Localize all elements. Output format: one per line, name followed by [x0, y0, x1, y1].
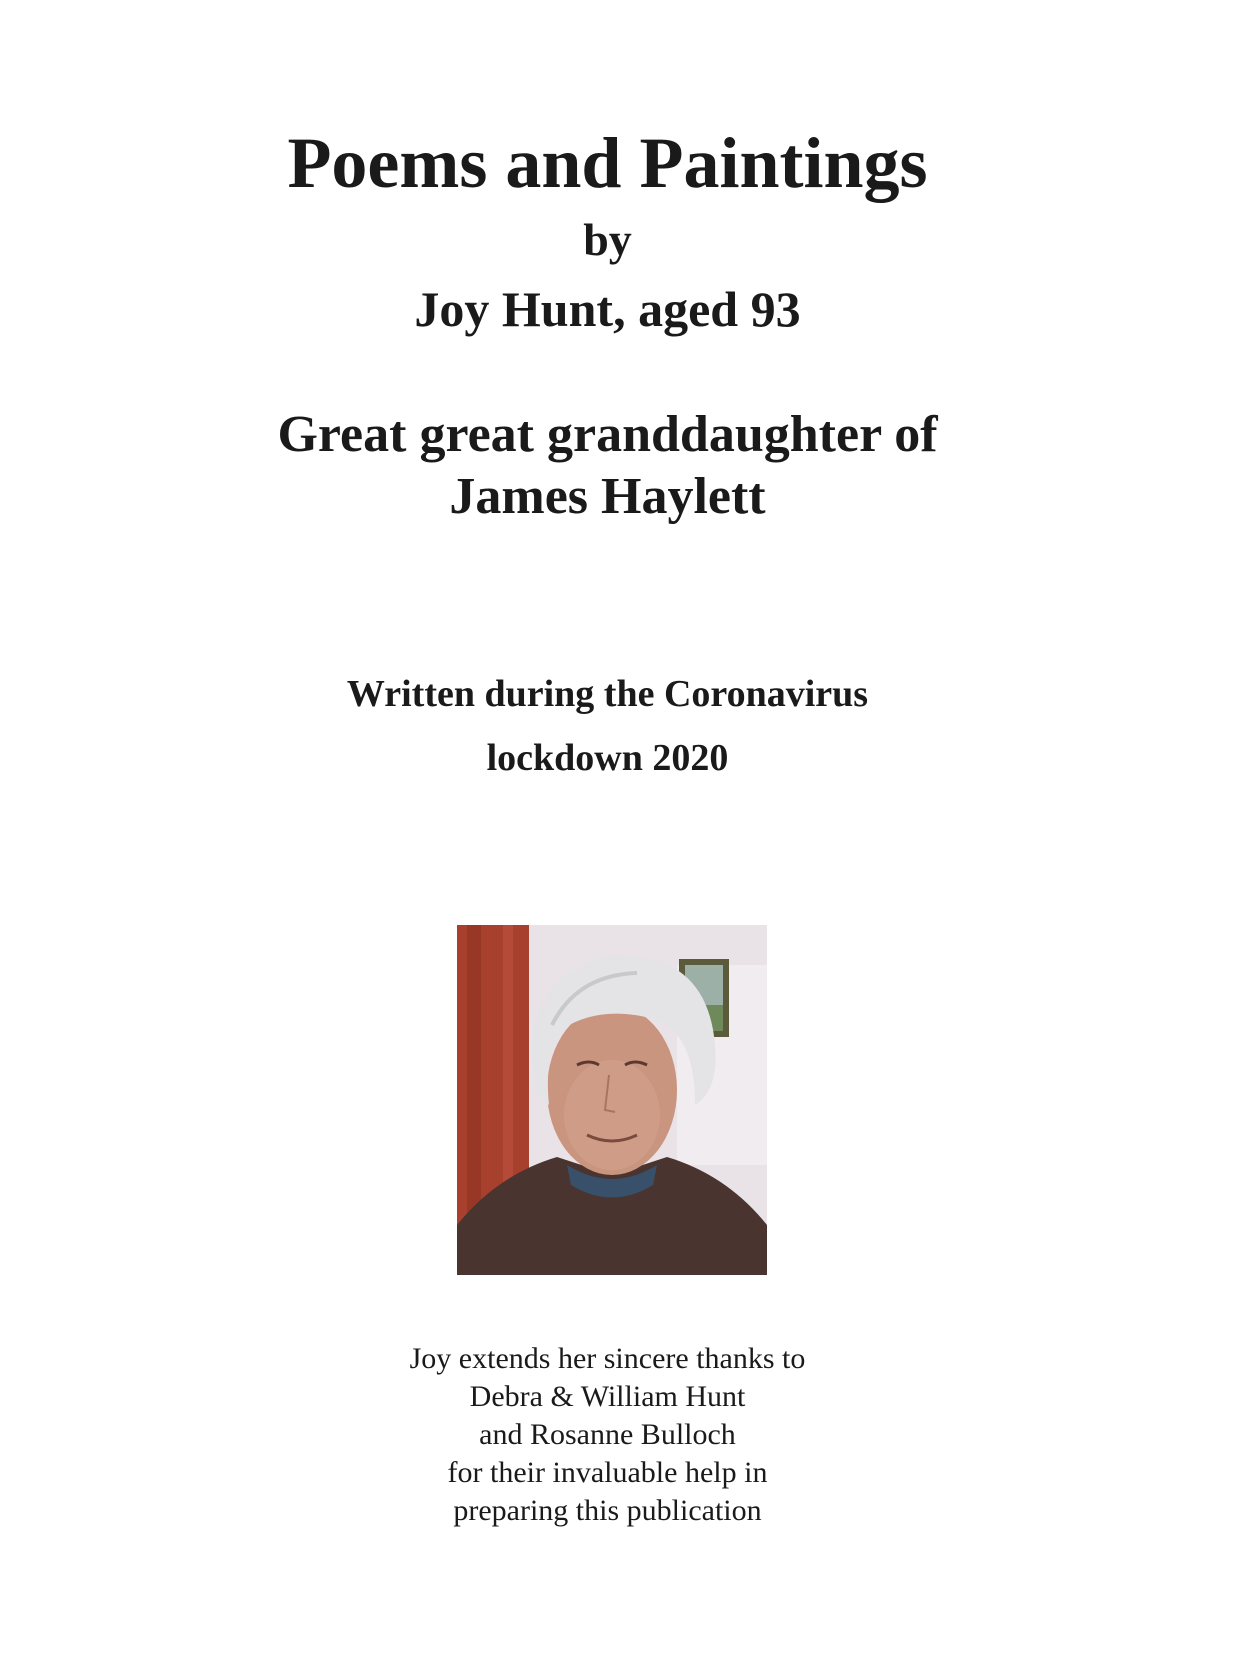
lineage-line-1: Great great granddaughter of	[277, 406, 938, 463]
acknowledgement-line-5: preparing this publication	[453, 1494, 762, 1527]
book-title: Poems and Paintings	[287, 123, 928, 203]
author-name: Joy Hunt, aged 93	[414, 281, 801, 337]
acknowledgement-line-1: Joy extends her sincere thanks to	[409, 1342, 806, 1375]
lineage-line-2: James Haylett	[449, 468, 766, 525]
written-line-2: lockdown 2020	[486, 737, 729, 779]
acknowledgement-line-3: and Rosanne Bulloch	[479, 1418, 736, 1451]
acknowledgement-line-2: Debra & William Hunt	[469, 1380, 746, 1413]
portrait-illustration	[457, 925, 767, 1275]
author-portrait-photo	[457, 925, 767, 1275]
acknowledgement-line-4: for their invaluable help in	[447, 1456, 768, 1489]
written-line-1: Written during the Coronavirus	[346, 673, 869, 715]
acknowledgement	[0, 1340, 1215, 1530]
lineage-statement	[0, 404, 1215, 528]
written-during-note	[0, 662, 1215, 790]
by-label: by	[583, 214, 632, 265]
